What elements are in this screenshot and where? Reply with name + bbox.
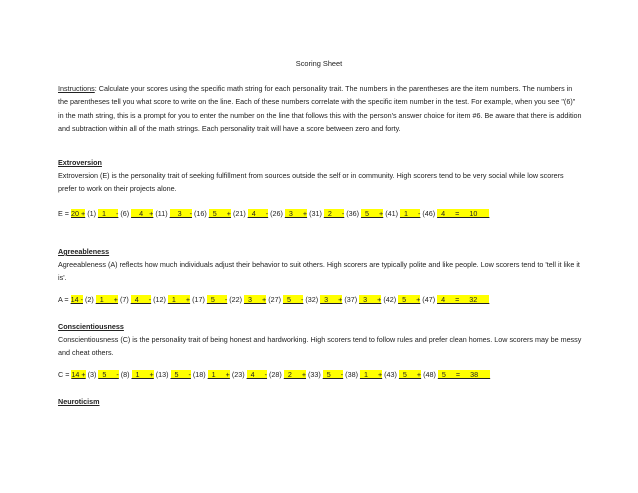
agreeableness-formula xyxy=(58,294,598,306)
formula-answer-blank: __3__- xyxy=(169,209,192,218)
formula-prefix: A = xyxy=(58,295,71,304)
formula-item-number: (1) xyxy=(85,209,98,218)
formula-item-number: (11) xyxy=(153,209,170,218)
formula-answer-blank: _2__ + xyxy=(283,370,307,379)
formula-item-number: (7) xyxy=(117,295,131,304)
conscientiousness-description: Conscientiousness (C) is the personality trait of being honest and hardworking. High scorers tend to follow rules and prefer clean homes. Low scorers may be messy and cheat others. xyxy=(58,335,582,358)
formula-prefix: C = xyxy=(58,370,72,379)
formula-item-number: (46) xyxy=(420,209,438,218)
formula-answer-blank: _4__ - xyxy=(246,370,268,379)
formula-answer-blank: 14 - xyxy=(70,295,83,304)
formula-item-number: (31) xyxy=(307,209,324,218)
formula-item-number: (42) xyxy=(381,295,399,304)
formula-item-number: (38) xyxy=(343,370,360,379)
formula-answer-blank: __4_ + xyxy=(131,209,154,218)
formula-answer-blank: _5__ - xyxy=(170,370,191,379)
extroversion-heading: Extroversion xyxy=(58,158,102,167)
formula-answer-blank: _1__ + xyxy=(167,295,191,304)
formula-answer-blank: _1__ - xyxy=(400,209,421,218)
formula-item-number: (21) xyxy=(230,209,248,218)
instructions-paragraph xyxy=(58,82,582,135)
formula-answer-blank: _1__ + xyxy=(95,295,118,304)
formula-answer-blank: _5__ + xyxy=(361,209,384,218)
formula-answer-blank: _5__ + xyxy=(398,370,422,379)
conscientiousness-formula xyxy=(58,369,598,381)
formula-answer-blank: 20 + xyxy=(71,209,86,218)
formula-answer-blank: _5__ - xyxy=(98,370,119,379)
formula-item-number: (33) xyxy=(306,370,323,379)
formula-item-number: (26) xyxy=(268,209,285,218)
instructions-label: Instructions xyxy=(58,84,95,93)
formula-answer-blank: _1__ + xyxy=(131,370,154,379)
formula-item-number: (2) xyxy=(82,295,96,304)
formula-item-number: (16) xyxy=(191,209,209,218)
formula-answer-blank: _5__ - xyxy=(283,295,304,304)
formula-answer-blank: _1__ - xyxy=(97,209,119,218)
agreeableness-description: Agreeableness (A) reflects how much individuals adjust their behavior to suit others. High scorers are typically polite and like people. Low scorers tend to 'tell it like it is'. xyxy=(58,260,580,283)
formula-answer-blank: _1__ + xyxy=(207,370,230,379)
formula-item-number: (28) xyxy=(267,370,284,379)
formula-item-number: (47) xyxy=(420,295,438,304)
formula-item-number: (12) xyxy=(151,295,168,304)
formula-item-number: (48) xyxy=(421,370,438,379)
formula-item-number: (22) xyxy=(227,295,245,304)
formula-answer-blank: _4__ = __10___ xyxy=(437,209,490,218)
formula-item-number: (23) xyxy=(229,370,247,379)
formula-item-number: (36) xyxy=(344,209,362,218)
formula-answer-blank: _5__ - xyxy=(322,370,344,379)
formula-answer-blank: _4__ - xyxy=(130,295,152,304)
formula-answer-blank: _3__ + xyxy=(284,209,308,218)
formula-item-number: (41) xyxy=(383,209,401,218)
formula-item-number: (18) xyxy=(190,370,208,379)
formula-answer-blank: _5__ + xyxy=(208,209,231,218)
extroversion-description: Extroversion (E) is the personality trait of seeking fulfillment from sources outside the self or in community. High scorers tend to be very social while low scorers prefer to work on their projects alone. xyxy=(58,171,564,194)
formula-answer-blank: _4__ - xyxy=(247,209,269,218)
formula-item-number: (8) xyxy=(118,370,132,379)
instructions-text: : Calculate your scores using the specific math string for each personality trait. The numbers in the parentheses are the item numbers. The numbers in the parentheses tell you what score to write on the line. Each of these numbers correlate with the specific item number in the test. For example, when you see "(6)" in the math string, this is a prompt for you to enter the number on the line that follows this with the person's answer choice for item #6. Be aware that there is addition and subtraction within all of the math strings. Each personality trait will have a score between zero and forty. xyxy=(58,84,582,133)
neuroticism-heading: Neuroticism xyxy=(58,397,100,406)
formula-item-number: (13) xyxy=(153,370,171,379)
extroversion-formula xyxy=(58,208,598,220)
agreeableness-heading: Agreeableness xyxy=(58,247,110,256)
formula-item-number: (37) xyxy=(342,295,360,304)
formula-item-number: (6) xyxy=(118,209,132,218)
formula-answer-blank: _3__ + xyxy=(320,295,343,304)
formula-item-number: (27) xyxy=(266,295,284,304)
formula-answer-blank: 14 + xyxy=(71,370,86,379)
page-title: Scoring Sheet xyxy=(295,59,343,68)
conscientiousness-heading: Conscientiousness xyxy=(58,322,124,331)
formula-answer-blank: _4__ = __32___ xyxy=(437,295,490,304)
formula-answer-blank: _3__ + xyxy=(359,295,382,304)
formula-item-number: (32) xyxy=(303,295,321,304)
formula-item-number: (3) xyxy=(85,370,99,379)
formula-prefix: E = xyxy=(58,209,71,218)
formula-item-number: (43) xyxy=(382,370,399,379)
formula-answer-blank: _5__ = __38___ xyxy=(437,370,491,379)
formula-answer-blank: _2__ - xyxy=(323,209,345,218)
formula-answer-blank: _1__ + xyxy=(359,370,383,379)
formula-answer-blank: _5__ + xyxy=(398,295,421,304)
formula-item-number: (17) xyxy=(190,295,207,304)
formula-answer-blank: _3__ + xyxy=(244,295,267,304)
formula-answer-blank: _5__ - xyxy=(206,295,228,304)
